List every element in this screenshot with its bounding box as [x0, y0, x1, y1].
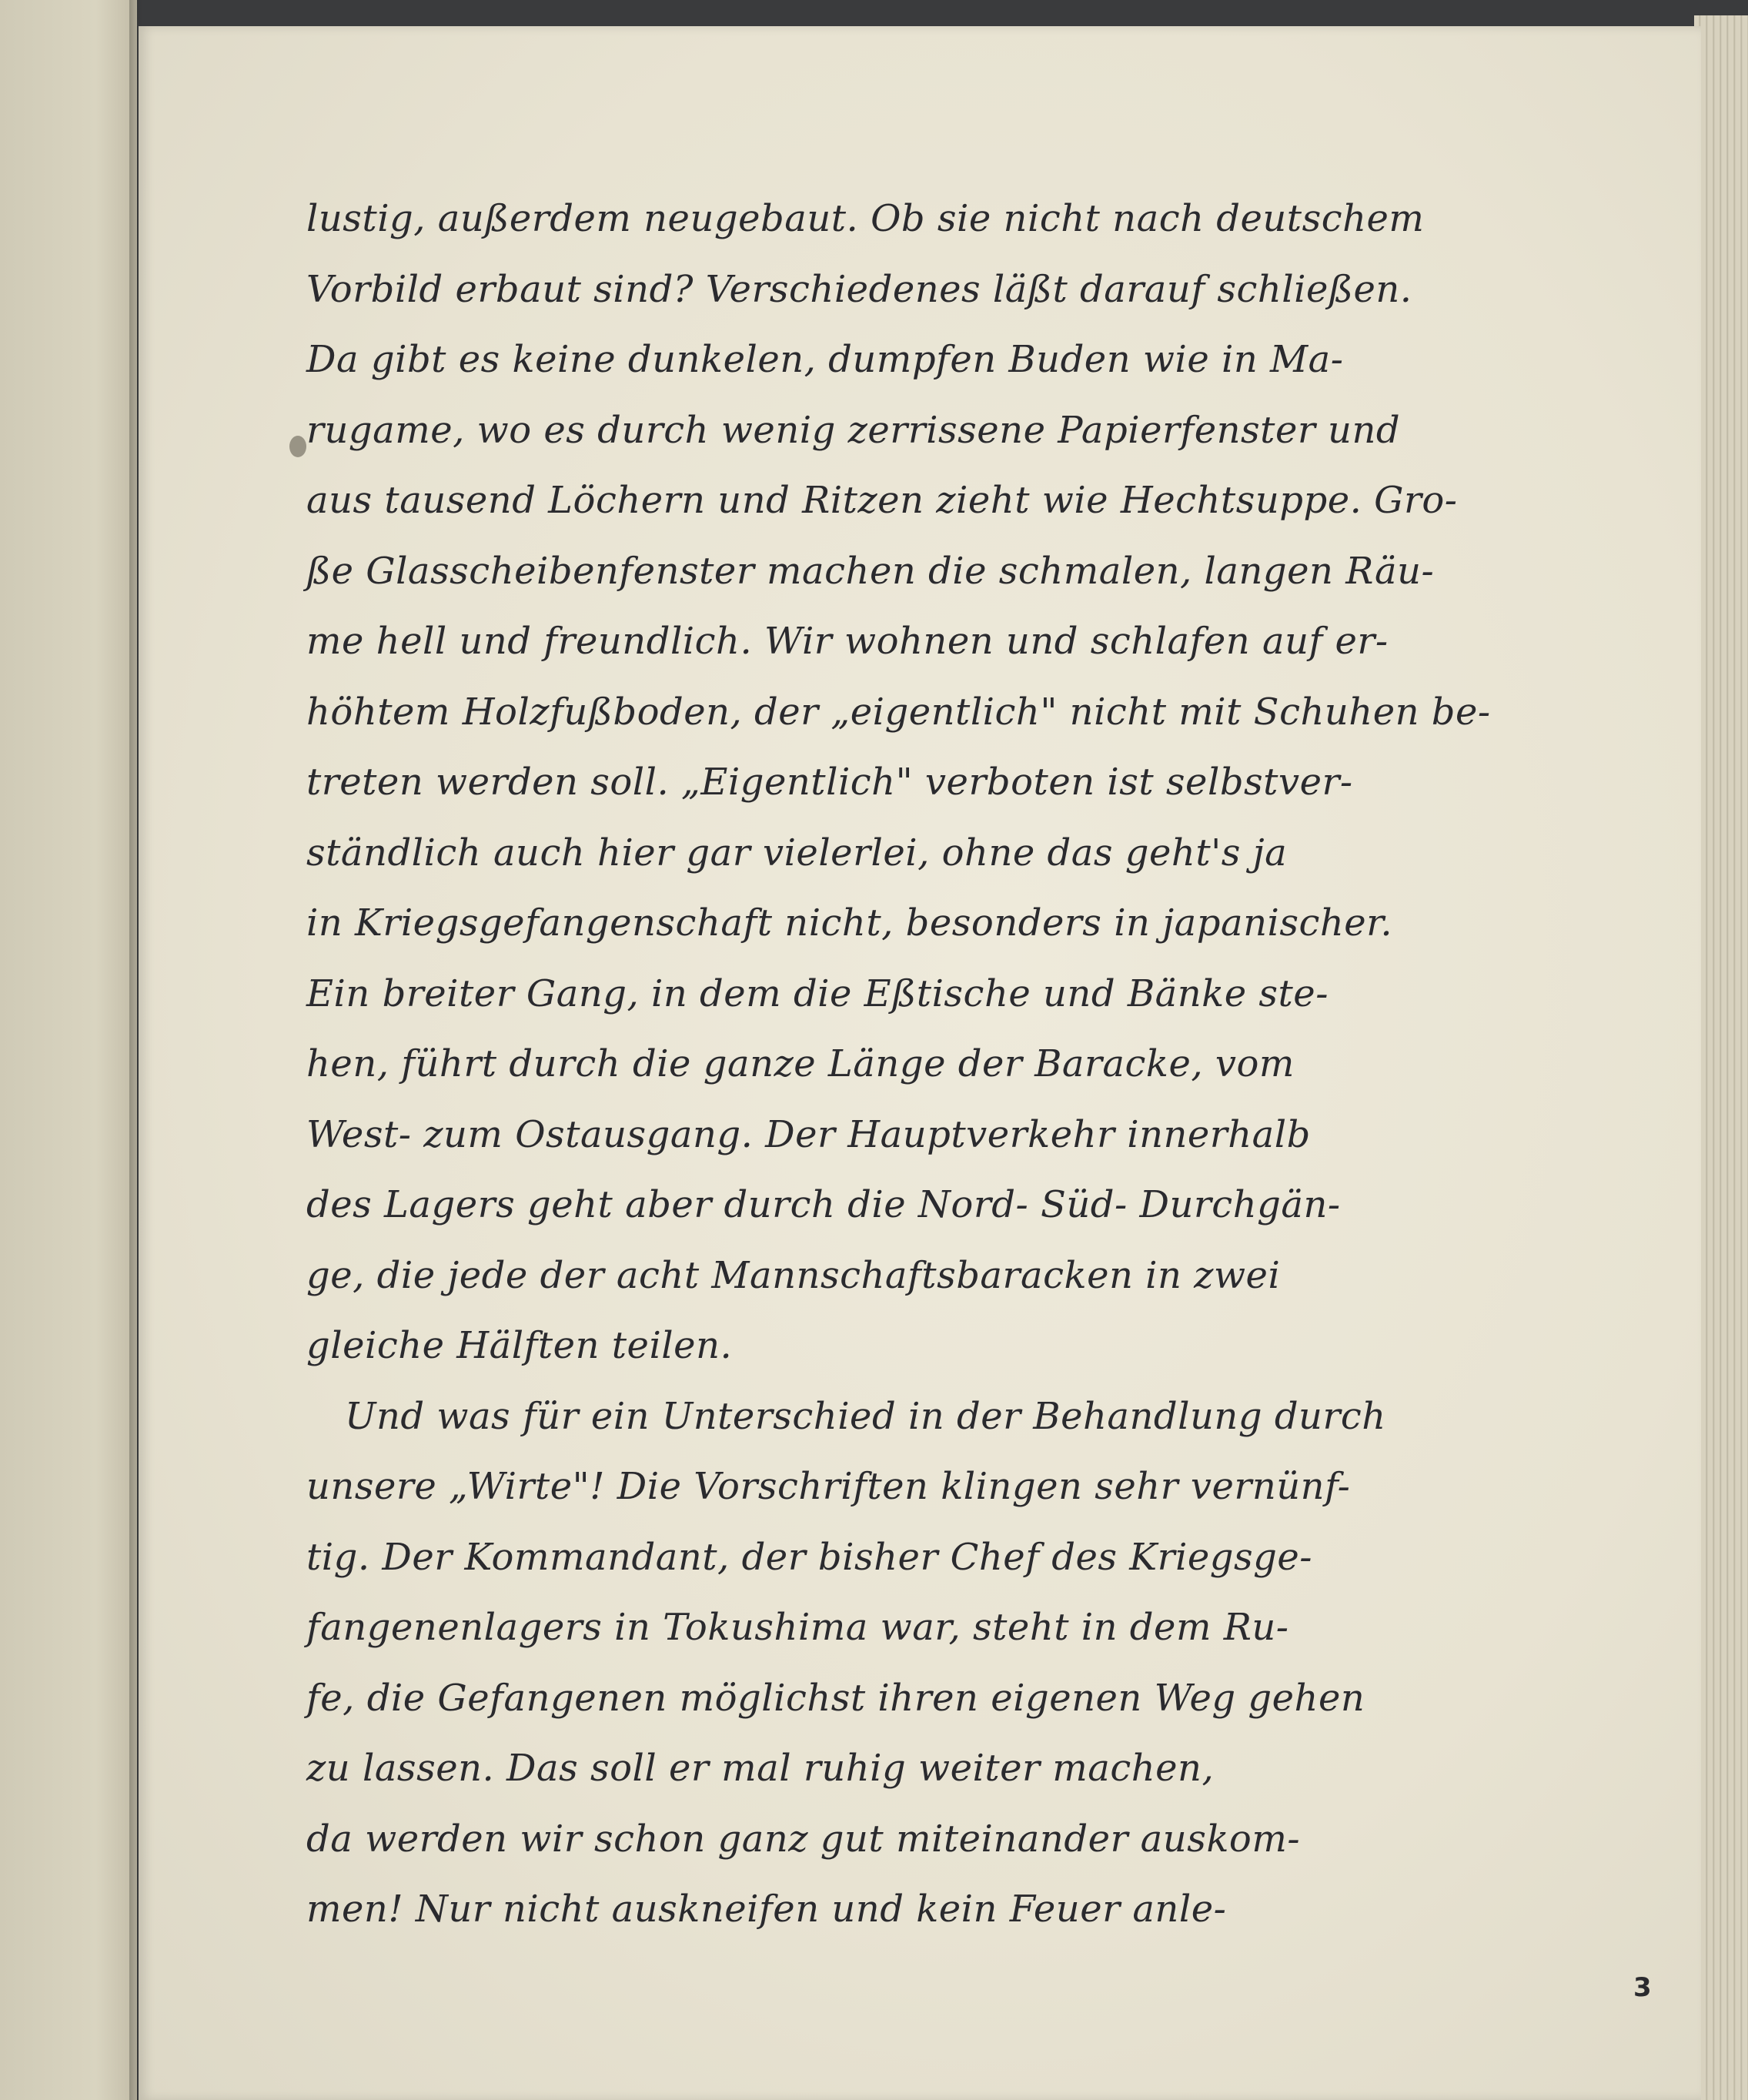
- handwritten-text: [306, 184, 1676, 1945]
- text-line: hen, führt durch die ganze Länge der Baracke, vom: [306, 1042, 1295, 1085]
- text-line: aus tausend Löchern und Ritzen zieht wie Hechtsuppe. Gro-: [306, 479, 1458, 522]
- text-line: West- zum Ostausgang. Der Hauptverkehr innerhalb: [306, 1112, 1311, 1156]
- text-line: höhtem Holzfußboden, der „eigentlich" nicht mit Schuhen be-: [306, 690, 1491, 734]
- page-stack-edge: [1694, 15, 1748, 2100]
- text-line: ge, die jede der acht Mannschaftsbaracken in zwei: [306, 1253, 1281, 1297]
- text-line: des Lagers geht aber durch die Nord- Süd- Durchgän-: [306, 1183, 1341, 1226]
- text-line: Da gibt es keine dunkelen, dumpfen Buden wie in Ma-: [306, 338, 1344, 381]
- binding-hole: [289, 436, 306, 457]
- left-page-edge: [0, 0, 137, 2100]
- text-line: Vorbild erbaut sind? Verschiedenes läßt darauf schließen.: [306, 267, 1412, 311]
- text-line: unsere „Wirte"! Die Vorschriften klingen sehr vernünf-: [306, 1465, 1351, 1508]
- text-line: Und was für ein Unterschied in der Behandlung durch: [345, 1394, 1386, 1438]
- text-line: me hell und freundlich. Wir wohnen und schlafen auf er-: [306, 620, 1389, 663]
- text-line: treten werden soll. „Eigentlich" verboten ist selbstver-: [306, 761, 1353, 804]
- page-number: 3: [1633, 1972, 1652, 2003]
- text-line: da werden wir schon ganz gut miteinander auskom-: [306, 1817, 1301, 1861]
- text-line: Ein breiter Gang, in dem die Eßtische und Bänke ste-: [306, 971, 1329, 1015]
- text-line: men! Nur nicht auskneifen und kein Feuer anle-: [306, 1888, 1227, 1931]
- text-line: tig. Der Kommandant, der bisher Chef des Kriegsge-: [306, 1535, 1313, 1579]
- text-line: ße Glasscheibenfenster machen die schmalen, langen Räu-: [306, 549, 1435, 593]
- text-line: ständlich auch hier gar vielerlei, ohne das geht's ja: [306, 831, 1288, 874]
- book-page: [139, 26, 1701, 2100]
- text-line: fangenenlagers in Tokushima war, steht in dem Ru-: [306, 1606, 1289, 1649]
- text-line: zu lassen. Das soll er mal ruhig weiter machen,: [306, 1747, 1215, 1790]
- text-line: rugame, wo es durch wenig zerrissene Papierfenster und: [306, 408, 1401, 452]
- text-line: in Kriegsgefangenschaft nicht, besonders in japanischer.: [306, 901, 1393, 945]
- text-line: fe, die Gefangenen möglichst ihren eigenen Weg gehen: [306, 1676, 1365, 1720]
- text-line: gleiche Hälften teilen.: [306, 1324, 733, 1367]
- text-line: lustig, außerdem neugebaut. Ob sie nicht nach deutschem: [306, 197, 1425, 240]
